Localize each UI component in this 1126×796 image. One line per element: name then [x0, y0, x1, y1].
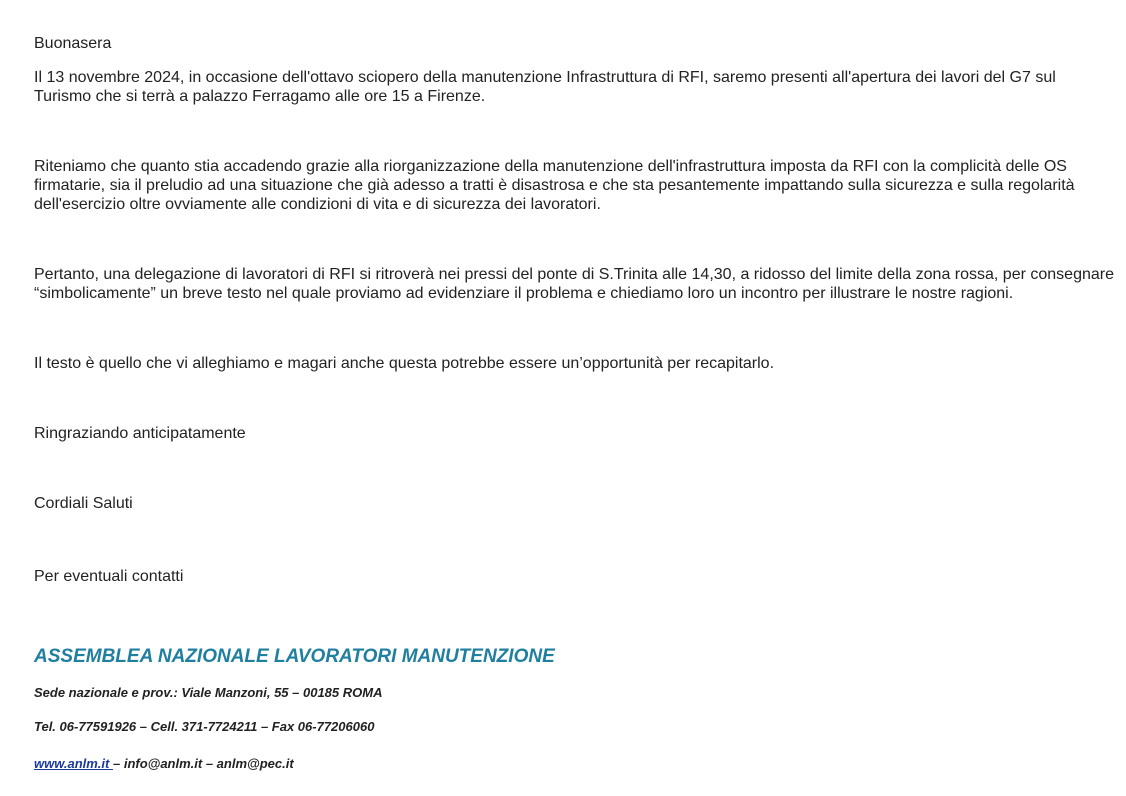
signature-links — [34, 756, 294, 771]
signature-emails: – info@anlm.it – anlm@pec.it — [112, 756, 294, 771]
website-link[interactable]: www.anlm.it — [34, 756, 113, 771]
thanks-line: Ringraziando anticipatamente — [34, 425, 246, 442]
signature-address: Sede nazionale e prov.: Viale Manzoni, 55 – 00185 ROMA — [34, 685, 383, 700]
signature-phones: Tel. 06-77591926 – Cell. 371-7724211 – Fax 06-77206060 — [34, 719, 375, 734]
paragraph-3: Pertanto, una delegazione di lavoratori di RFI si ritroverà nei pressi del ponte di S.Trinita alle 14,30, a ridosso del limite della zona rossa, per consegnare “simbolicamente” un breve testo nel quale proviamo ad evidenziare il problema e chiediamo loro un incontro per illustrare le nostre ragioni. — [34, 266, 1114, 302]
paragraph-4: Il testo è quello che vi alleghiamo e magari anche questa potrebbe essere un’opportunità per recapitarlo. — [34, 355, 775, 372]
greeting: Buonasera — [34, 35, 112, 52]
organization-name: ASSEMBLEA NAZIONALE LAVORATORI MANUTENZIONE — [34, 646, 555, 667]
paragraph-2: Riteniamo che quanto stia accadendo grazie alla riorganizzazione della manutenzione dell'infrastruttura imposta da RFI con la complicità delle OS firmatarie, sia il preludio ad una situazione che già adesso a tratti è disastrosa e che sta pesantemente impattando sulla sicurezza e sulla regolarità dell'esercizio oltre ovviamente alle condizioni di vita e di sicurezza dei lavoratori. — [34, 158, 1075, 213]
contacts-intro: Per eventuali contatti — [34, 568, 184, 585]
paragraph-1: Il 13 novembre 2024, in occasione dell'ottavo sciopero della manutenzione Infrastruttura di RFI, saremo presenti all'apertura dei lavori del G7 sul Turismo che si terrà a palazzo Ferragamo alle ore 15 a Firenze. — [34, 69, 1056, 105]
closing-line: Cordiali Saluti — [34, 495, 133, 512]
